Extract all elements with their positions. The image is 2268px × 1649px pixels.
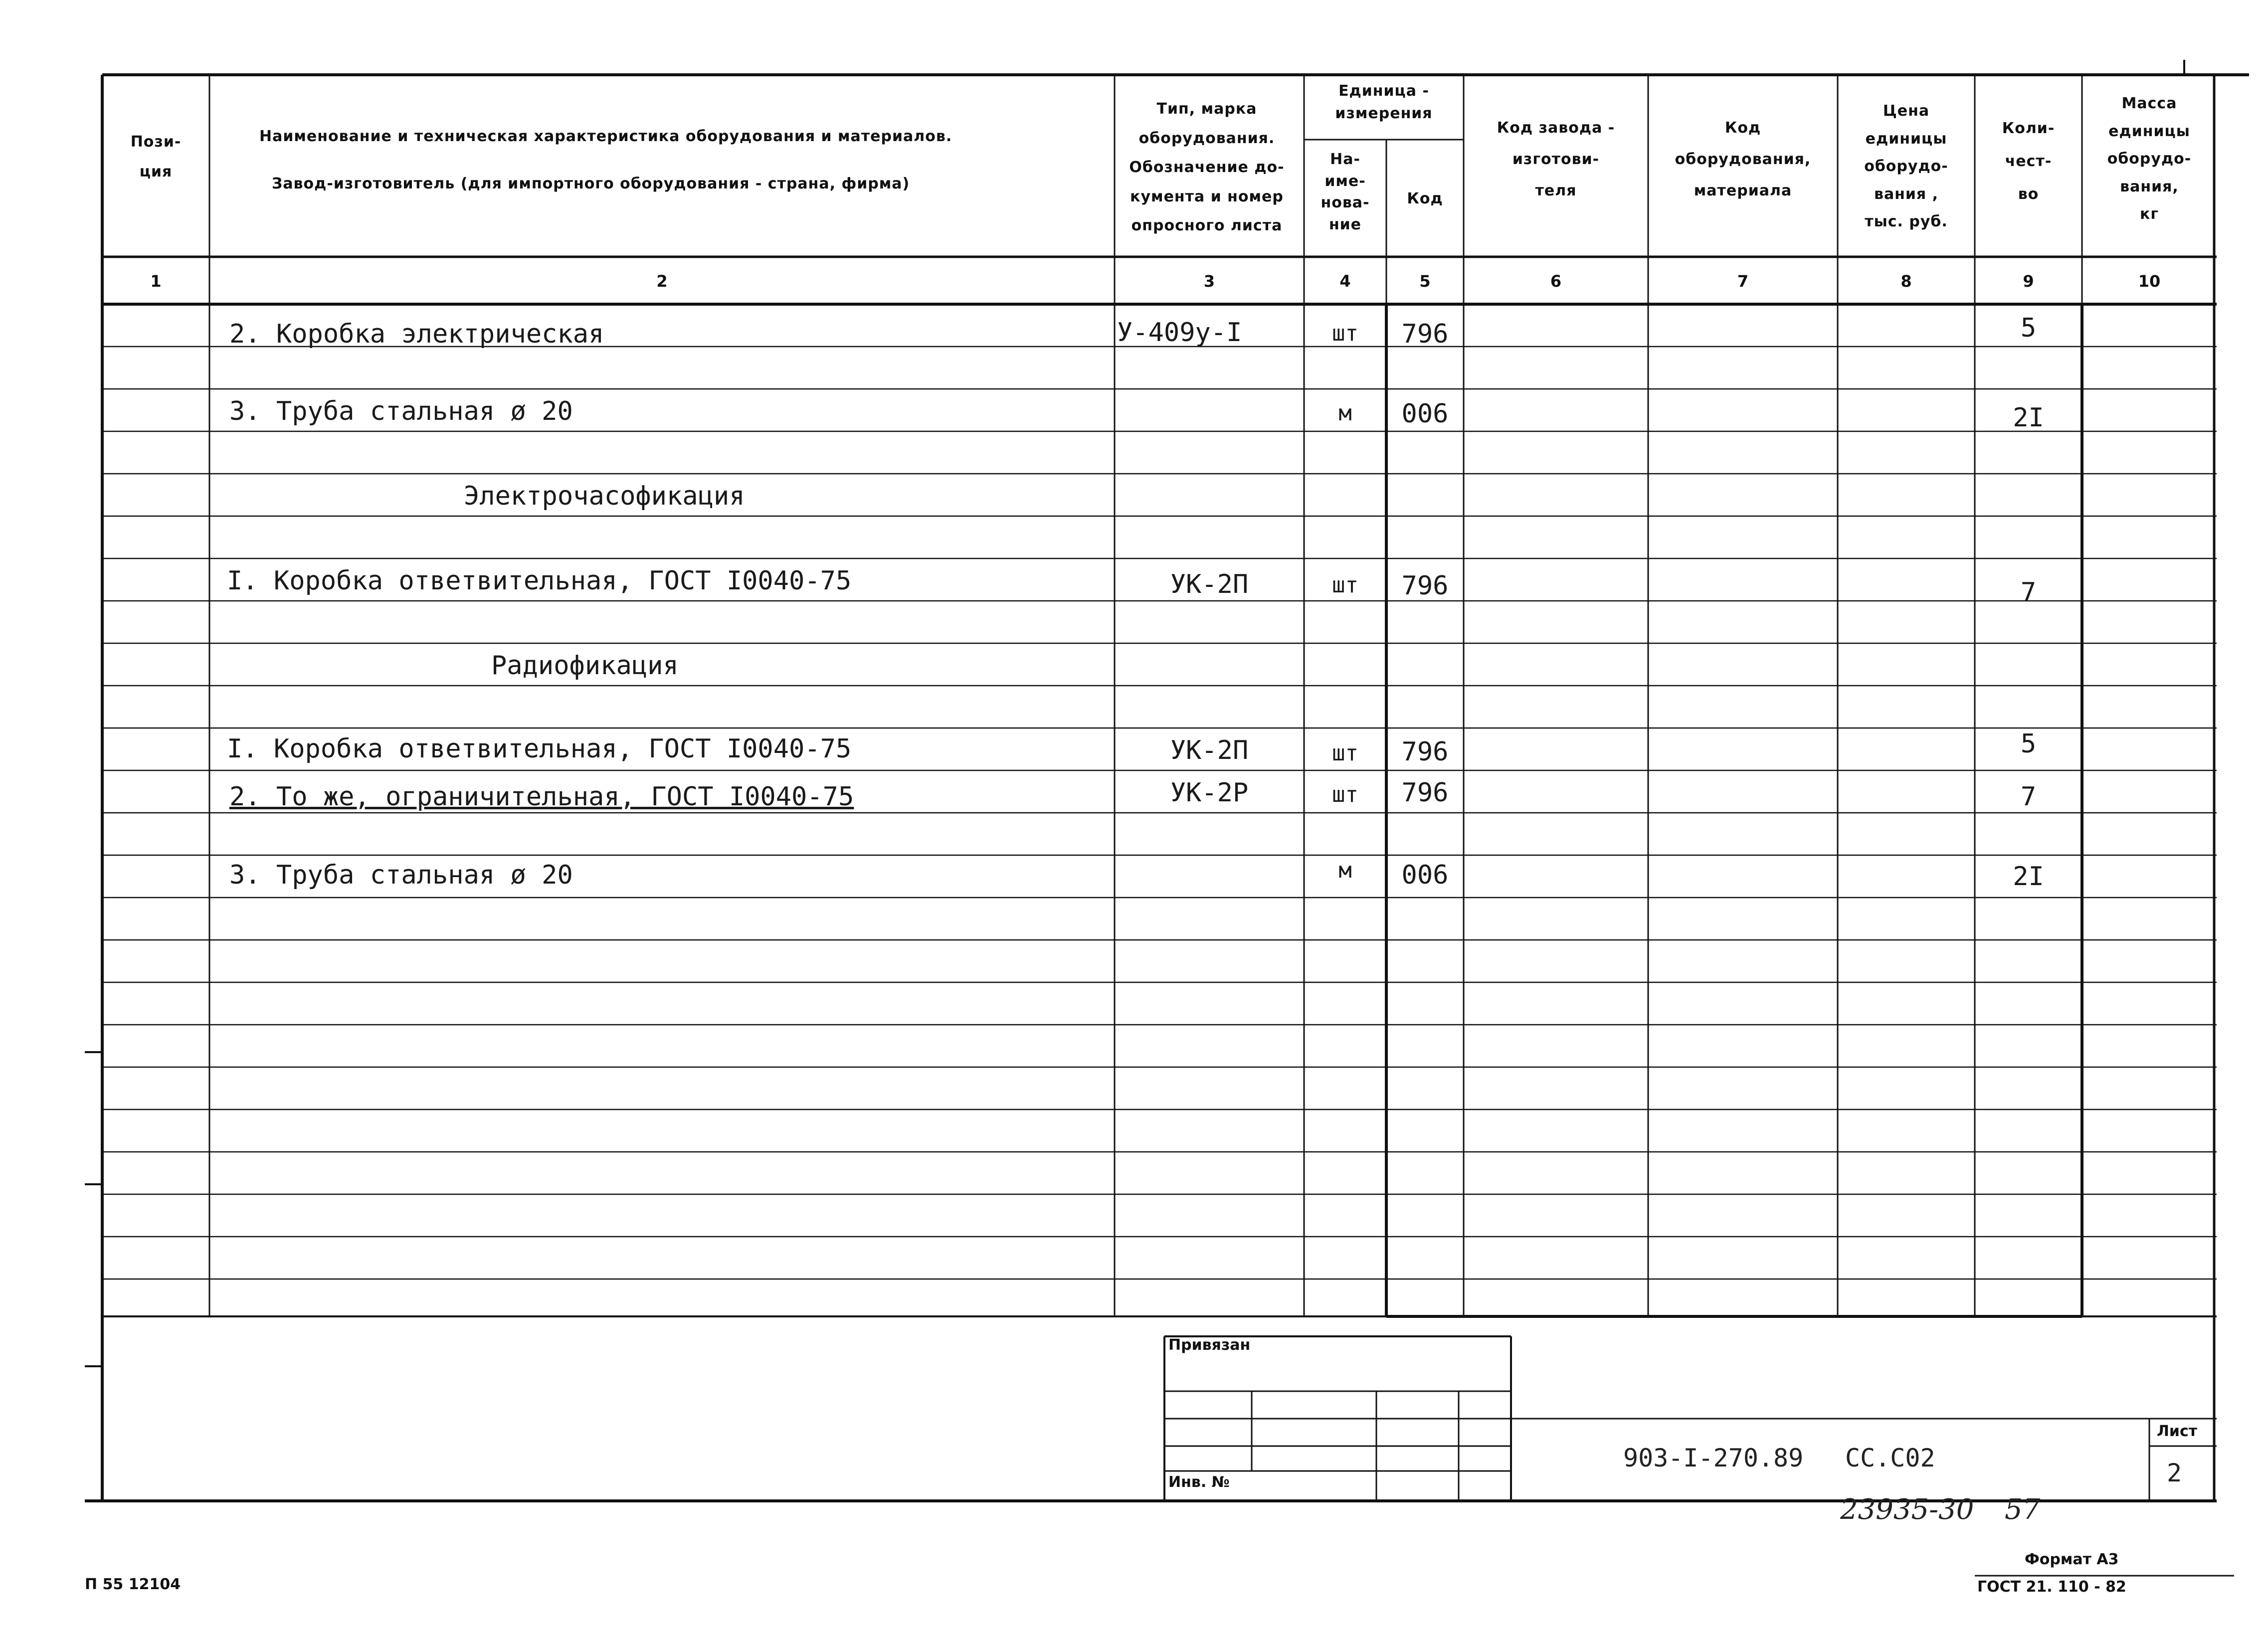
row7-qty: 7 — [2020, 782, 2037, 812]
row6-type: УК-2П — [1170, 735, 1249, 765]
row2-name: 3. Труба стальная ø 20 — [229, 396, 573, 426]
header-equipment-code: Код оборудования, материала — [1675, 119, 1811, 199]
header-quantity: Коли- чест- во — [2002, 120, 2055, 203]
colnum-5: 5 — [1419, 272, 1431, 291]
row6-code: 796 — [1401, 737, 1449, 767]
archive-number: 23935-30 — [1840, 1493, 1974, 1526]
stamp-inv-no: Инв. № — [1168, 1473, 1230, 1491]
row7-name: 2. То же, ограничительная, ГОСТ I0040-75 — [229, 782, 854, 812]
row1-code: 796 — [1401, 319, 1449, 349]
row7-code: 796 — [1401, 778, 1449, 808]
row2-qty: 2I — [2013, 403, 2044, 433]
colnum-10: 10 — [2138, 272, 2161, 291]
row4-name: I. Коробка ответвительная, ГОСТ I0040-75 — [227, 566, 852, 596]
row7-type: УК-2Р — [1170, 778, 1249, 808]
footer-gost: ГОСТ 21. 110 - 82 — [1977, 1578, 2126, 1596]
colnum-7: 7 — [1737, 272, 1749, 291]
row8-qty: 2I — [2013, 862, 2044, 892]
row4-code: 796 — [1401, 571, 1449, 601]
footer-left-code: П 55 12104 — [85, 1576, 181, 1593]
row1-name: 2. Коробка электрическая — [229, 319, 604, 349]
section-heading-radio: Радиофикация — [491, 651, 679, 681]
row1-unit: шт — [1332, 321, 1358, 346]
row6-name: I. Коробка ответвительная, ГОСТ I0040-75 — [227, 734, 852, 764]
colnum-2: 2 — [656, 272, 668, 291]
row4-qty: 7 — [2020, 577, 2037, 607]
colnum-4: 4 — [1339, 272, 1351, 291]
row7-unit: шт — [1332, 782, 1358, 807]
row8-unit: м — [1338, 858, 1352, 883]
colnum-6: 6 — [1550, 272, 1562, 291]
row8-code: 006 — [1401, 860, 1449, 890]
doc-suffix: СС.С02 — [1845, 1444, 1935, 1472]
row8-name: 3. Труба стальная ø 20 — [229, 860, 573, 890]
footer-format: Формат А3 — [2025, 1551, 2119, 1568]
header-price: Цена единицы оборудо- вания , тыс. руб. — [1864, 102, 1948, 230]
header-type: Тип, марка оборудования. Обозначение до- кумента и номер опросного листа — [1129, 100, 1285, 234]
header-maker-code: Код завода - изготови- теля — [1497, 119, 1615, 199]
stamp-privyazan: Привязан — [1168, 1336, 1251, 1354]
colnum-1: 1 — [150, 272, 162, 291]
colnum-8: 8 — [1900, 272, 1912, 291]
row4-type: УК-2П — [1170, 569, 1249, 599]
section-heading-clock: Электрочасофикация — [464, 481, 745, 511]
archive-page: 57 — [2005, 1493, 2041, 1526]
header-name-line2: Завод-изготовитель (для импортного оборудования - страна, фирма) — [272, 175, 910, 192]
row2-code: 006 — [1401, 399, 1449, 429]
row4-unit: шт — [1332, 572, 1358, 598]
header-position: Пози- ция — [130, 133, 182, 181]
row1-type: У-409у-I — [1117, 318, 1242, 348]
row1-qty: 5 — [2020, 313, 2037, 343]
sheet-label: Лист — [2157, 1423, 2198, 1440]
header-mass: Масса единицы оборудо- вания, кг — [2107, 95, 2192, 223]
colnum-3: 3 — [1203, 272, 1215, 291]
header-unit-code: Код — [1407, 190, 1443, 207]
row6-qty: 5 — [2020, 729, 2037, 759]
header-unit-name: На- име- нова- ние — [1321, 151, 1370, 233]
sheet-number: 2 — [2167, 1459, 2182, 1487]
header-name-line1: Наименование и техническая характеристика оборудования и материалов. — [259, 128, 952, 145]
doc-code: 903-I-270.89 — [1623, 1444, 1804, 1472]
colnum-9: 9 — [2023, 272, 2034, 291]
row6-unit: шт — [1332, 740, 1358, 766]
header-unit-group: Единица - измерения — [1335, 82, 1433, 122]
row2-unit: м — [1338, 400, 1352, 426]
